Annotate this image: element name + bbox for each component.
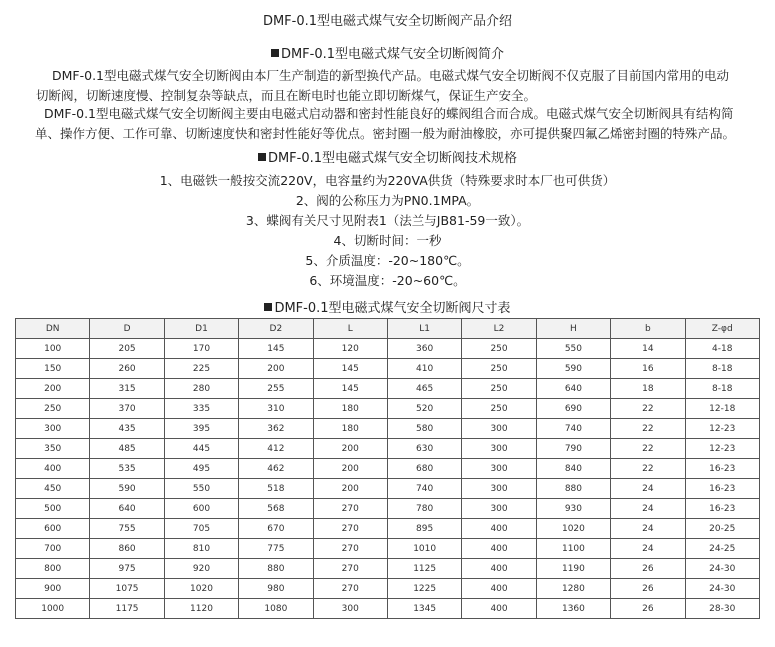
table-cell: 300 [16,419,90,439]
table-cell: 860 [90,539,164,559]
table-cell: 24-25 [685,539,759,559]
table-cell: 200 [239,359,313,379]
table-row [16,539,760,559]
intro-heading [0,43,775,62]
intro-line-4: 单、操作方便、工作可靠、切断速度快和密封性能好等优点。密封圈一般为耐油橡胶，亦可提供聚四氟乙烯密封圈的特殊产品。 [35,126,736,141]
spec-heading [0,147,775,166]
table-cell: 690 [536,399,610,419]
table-cell: 1100 [536,539,610,559]
square-bullet-icon [271,49,279,57]
spec-heading-text: DMF-0.1型电磁式煤气安全切断阀技术规格 [267,151,518,166]
table-cell: 780 [387,499,461,519]
table-cell: 14 [611,339,685,359]
table-row [16,599,760,619]
table-cell: 810 [164,539,238,559]
table-cell: 250 [462,359,536,379]
table-cell: 840 [536,459,610,479]
table-cell: 145 [313,379,387,399]
table-cell: 800 [16,559,90,579]
table-cell: 22 [611,399,685,419]
table-cell: 1125 [387,559,461,579]
header-cell: D2 [239,319,313,339]
table-cell: 1360 [536,599,610,619]
table-cell: 680 [387,459,461,479]
table-cell: 975 [90,559,164,579]
table-row [16,379,760,399]
table-cell: 24 [611,519,685,539]
table-cell: 920 [164,559,238,579]
table-cell: 1120 [164,599,238,619]
table-cell: 400 [462,599,536,619]
table-cell: 362 [239,419,313,439]
table-cell: 900 [16,579,90,599]
table-cell: 1000 [16,599,90,619]
table-cell: 395 [164,419,238,439]
table-cell: 24-30 [685,579,759,599]
intro-line-2: 切断阀，切断速度慢、控制复杂等缺点，而且在断电时也能立即切断煤气，保证生产安全。 [36,88,537,103]
table-row [16,399,760,419]
table-cell: 520 [387,399,461,419]
table-cell: 980 [239,579,313,599]
table-cell: 640 [90,499,164,519]
table-cell: 250 [462,379,536,399]
table-cell: 462 [239,459,313,479]
table-cell: 400 [16,459,90,479]
table-row [16,359,760,379]
table-cell: 16 [611,359,685,379]
table-cell: 22 [611,439,685,459]
table-cell: 170 [164,339,238,359]
table-cell: 8-18 [685,379,759,399]
table-cell: 24 [611,499,685,519]
table-cell: 26 [611,579,685,599]
table-cell: 16-23 [685,499,759,519]
table-cell: 145 [313,359,387,379]
header-cell: D1 [164,319,238,339]
table-cell: 450 [16,479,90,499]
table-cell: 880 [239,559,313,579]
table-cell: 412 [239,439,313,459]
table-cell: 200 [313,439,387,459]
table-cell: 300 [462,459,536,479]
table-cell: 445 [164,439,238,459]
spec-item-3: 3、蝶阀有关尺寸见附表1（法兰与JB81-59一致）。 [245,213,530,228]
table-cell: 670 [239,519,313,539]
table-cell: 315 [90,379,164,399]
header-cell: D [90,319,164,339]
table-cell: 1190 [536,559,610,579]
header-cell: b [611,319,685,339]
table-cell: 335 [164,399,238,419]
table-cell: 12-23 [685,439,759,459]
table-cell: 24 [611,539,685,559]
table-cell: 16-23 [685,459,759,479]
table-cell: 435 [90,419,164,439]
table-cell: 120 [313,339,387,359]
table-header-row [16,319,760,339]
dimensions-table [15,318,760,619]
table-cell: 270 [313,539,387,559]
table-cell: 250 [16,399,90,419]
table-cell: 145 [239,339,313,359]
table-cell: 12-18 [685,399,759,419]
table-cell: 1020 [164,579,238,599]
table-cell: 1175 [90,599,164,619]
table-cell: 180 [313,419,387,439]
table-row [16,479,760,499]
table-cell: 400 [462,519,536,539]
table-row [16,559,760,579]
square-bullet-icon [264,303,272,311]
table-cell: 200 [16,379,90,399]
table-cell: 270 [313,579,387,599]
table-cell: 4-18 [685,339,759,359]
table-cell: 26 [611,559,685,579]
header-cell: L2 [462,319,536,339]
table-cell: 350 [16,439,90,459]
table-cell: 20-25 [685,519,759,539]
table-cell: 16-23 [685,479,759,499]
table-cell: 300 [462,499,536,519]
table-body [16,339,760,619]
table-row [16,499,760,519]
spec-item-4: 4、切断时间：一秒 [333,233,442,248]
table-cell: 1075 [90,579,164,599]
table-cell: 500 [16,499,90,519]
table-cell: 270 [313,499,387,519]
table-cell: 8-18 [685,359,759,379]
table-cell: 550 [164,479,238,499]
page-title: DMF-0.1型电磁式煤气安全切断阀产品介绍 [262,14,513,29]
table-cell: 205 [90,339,164,359]
table-cell: 280 [164,379,238,399]
table-cell: 1280 [536,579,610,599]
intro-line-3: DMF-0.1型电磁式煤气安全切断阀主要由电磁式启动器和密封性能良好的蝶阀组合而合成。电磁式煤气安全切断阀具有结构简 [44,106,734,121]
table-cell: 300 [462,439,536,459]
table-cell: 495 [164,459,238,479]
spec-item-1: 1、电磁铁一般按交流220V，电容量约为220VA供货（特殊要求时本厂也可供货） [159,173,616,188]
table-cell: 1010 [387,539,461,559]
table-cell: 1345 [387,599,461,619]
table-cell: 775 [239,539,313,559]
table-cell: 250 [462,399,536,419]
table-cell: 518 [239,479,313,499]
table-cell: 485 [90,439,164,459]
table-cell: 930 [536,499,610,519]
table-cell: 370 [90,399,164,419]
table-cell: 300 [313,599,387,619]
table-heading-text: DMF-0.1型电磁式煤气安全切断阀尺寸表 [274,301,511,316]
table-cell: 705 [164,519,238,539]
header-cell: Z-φd [685,319,759,339]
table-cell: 300 [462,479,536,499]
table-cell: 150 [16,359,90,379]
table-cell: 880 [536,479,610,499]
table-cell: 26 [611,599,685,619]
table-cell: 28-30 [685,599,759,619]
table-cell: 400 [462,539,536,559]
table-cell: 270 [313,519,387,539]
table-cell: 260 [90,359,164,379]
header-cell: L1 [387,319,461,339]
table-cell: 1020 [536,519,610,539]
header-cell: H [536,319,610,339]
table-cell: 630 [387,439,461,459]
table-cell: 225 [164,359,238,379]
table-cell: 300 [462,419,536,439]
table-cell: 18 [611,379,685,399]
table-row [16,439,760,459]
table-row [16,579,760,599]
table-cell: 180 [313,399,387,419]
table-cell: 740 [536,419,610,439]
table-cell: 200 [313,479,387,499]
table-cell: 700 [16,539,90,559]
spec-item-2: 2、阀的公称压力为PN0.1MPA。 [295,193,480,208]
table-cell: 400 [462,559,536,579]
table-cell: 465 [387,379,461,399]
table-cell: 600 [16,519,90,539]
table-cell: 24-30 [685,559,759,579]
table-cell: 310 [239,399,313,419]
header-cell: DN [16,319,90,339]
table-cell: 740 [387,479,461,499]
table-cell: 640 [536,379,610,399]
table-cell: 590 [90,479,164,499]
table-cell: 250 [462,339,536,359]
table-cell: 360 [387,339,461,359]
intro-line-1: DMF-0.1型电磁式煤气安全切断阀由本厂生产制造的新型换代产品。电磁式煤气安全切断阀不仅克服了目前国内常用的电动 [52,68,729,83]
table-heading [0,297,775,316]
table-row [16,519,760,539]
table-cell: 550 [536,339,610,359]
table-cell: 270 [313,559,387,579]
table-cell: 1080 [239,599,313,619]
table-cell: 895 [387,519,461,539]
table-row [16,459,760,479]
table-cell: 535 [90,459,164,479]
header-cell: L [313,319,387,339]
spec-item-6: 6、环境温度：-20~60℃。 [309,273,466,288]
table-cell: 22 [611,419,685,439]
table-cell: 22 [611,459,685,479]
table-cell: 755 [90,519,164,539]
table-cell: 580 [387,419,461,439]
table-cell: 1225 [387,579,461,599]
table-cell: 24 [611,479,685,499]
table-cell: 400 [462,579,536,599]
spec-item-5: 5、介质温度：-20~180℃。 [305,253,470,268]
table-cell: 568 [239,499,313,519]
table-cell: 590 [536,359,610,379]
table-row [16,339,760,359]
table-cell: 790 [536,439,610,459]
table-cell: 200 [313,459,387,479]
table-cell: 410 [387,359,461,379]
table-cell: 600 [164,499,238,519]
table-cell: 100 [16,339,90,359]
table-row [16,419,760,439]
intro-heading-text: DMF-0.1型电磁式煤气安全切断阀简介 [280,47,505,62]
table-cell: 12-23 [685,419,759,439]
square-bullet-icon [258,153,266,161]
table-cell: 255 [239,379,313,399]
